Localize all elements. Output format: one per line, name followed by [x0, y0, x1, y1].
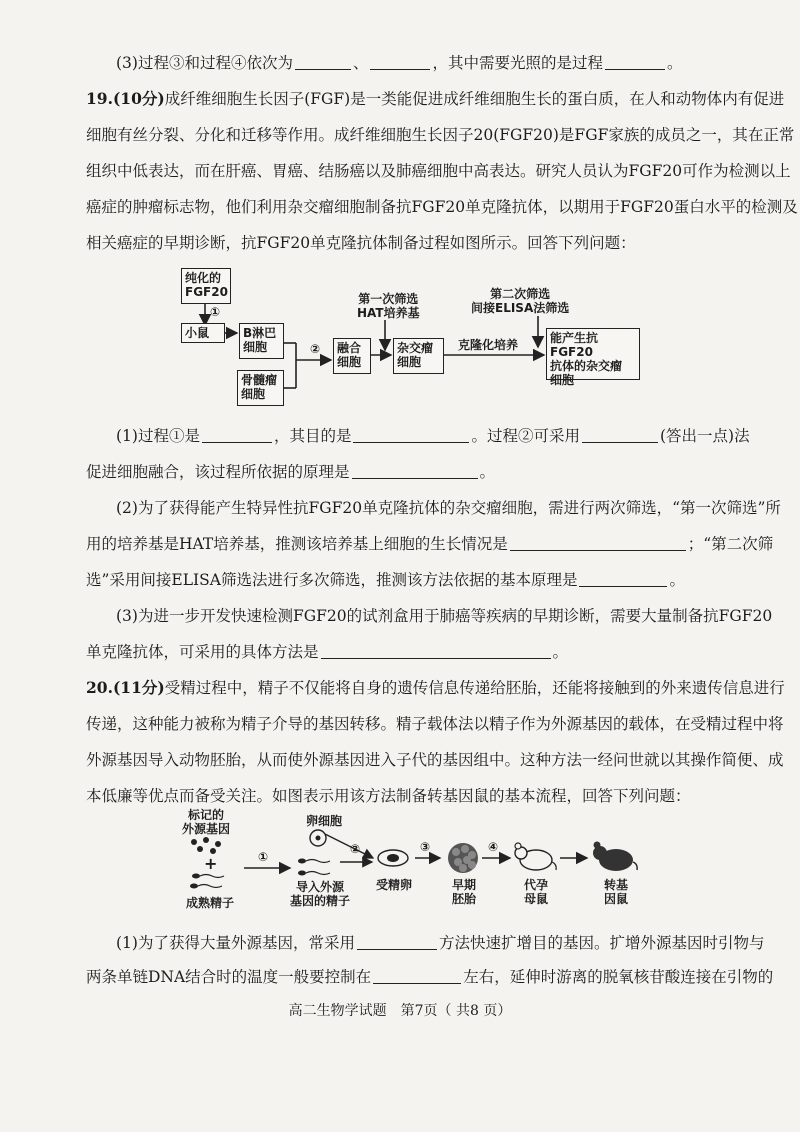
q19-part2: (2)为了获得能产生特异性抗FGF20单克隆抗体的杂交瘤细胞，需进行两次筛选，“第一次筛选”所	[116, 499, 781, 517]
answer-blank[interactable]	[579, 570, 667, 587]
q19-part1-cont: 促进细胞融合，该过程所依据的原理是 。	[86, 463, 496, 481]
q20-stem-line: 20.(11分)受精过程中，精子不仅能将自身的遗传信息传递给胚胎，还能将接触到的外来遗传信息进行	[86, 678, 785, 697]
step-1-label: ①	[210, 305, 221, 319]
step-2-label: ②	[350, 842, 361, 856]
answer-blank[interactable]	[352, 462, 478, 479]
answer-blank[interactable]	[202, 426, 272, 443]
hybridoma-box: 杂交瘤 细胞	[393, 338, 444, 374]
first-screening-label: 第一次筛选 HAT培养基	[357, 292, 420, 320]
step-1-label: ①	[258, 850, 269, 864]
q19-part3-cont: 单克隆抗体，可采用的具体方法是 。	[86, 643, 569, 661]
early-embryo-label: 早期 胚胎	[452, 878, 477, 906]
answer-blank[interactable]	[373, 967, 461, 984]
q19-stem-line: 癌症的肿瘤标志物，他们利用杂交瘤细胞制备抗FGF20单克隆抗体，以期用于FGF20蛋白水平的检测及	[86, 198, 798, 216]
q19-part2-cont: 选”采用间接ELISA筛选法进行多次筛选，推测该方法依据的基本原理是 。	[86, 571, 685, 589]
modified-sperm-icon	[296, 854, 340, 882]
mature-sperm-label: 成熟精子	[186, 896, 235, 910]
step-3-label: ③	[420, 840, 431, 854]
q20-stem-line: 本低廉等优点而备受关注。如图表示用该方法制备转基因鼠的基本流程，回答下列问题：	[86, 787, 691, 805]
b-lymphocyte-box: B淋巴 细胞	[239, 323, 284, 359]
page-footer: 高二生物学试题 第7页（ 共8 页）	[288, 1003, 512, 1019]
transgenic-mouse-label: 转基 因鼠	[604, 878, 629, 906]
q19-stem-line: 组织中低表达，而在肝癌、胃癌、结肠癌以及肺癌细胞中高表达。研究人员认为FGF20可作为检测以上	[86, 162, 791, 180]
early-embryo-icon	[446, 840, 480, 876]
answer-blank[interactable]	[353, 426, 469, 443]
labeled-gene-label: 标记的 外源基因	[182, 808, 231, 836]
q19-part3: (3)为进一步开发快速检测FGF20的试剂盒用于肺癌等疾病的早期诊断，需要大量制备抗FGF20	[116, 607, 773, 625]
egg-cell-label: 卵细胞	[306, 814, 343, 828]
q19-part1: (1)过程①是 ，其目的是 。过程②可采用 (答出一点)法	[116, 427, 750, 445]
surrogate-mouse-icon	[512, 840, 558, 874]
q19-stem-line: 19.(10分)成纤维细胞生长因子(FGF)是一类能促进成纤维细胞生长的蛋白质，在人和动物体内有促进	[86, 89, 785, 108]
answer-blank[interactable]	[357, 933, 437, 950]
answer-blank[interactable]	[321, 642, 551, 659]
transgenic-mouse-icon	[590, 840, 638, 874]
q19-part2-cont: 用的培养基是HAT培养基，推测该培养基上细胞的生长情况是 ；“第二次筛	[86, 535, 774, 553]
q19-stem-line: 相关癌症的早期诊断，抗FGF20单克隆抗体制备过程如图所示。回答下列问题：	[86, 234, 636, 252]
zygote-label: 受精卵	[376, 878, 413, 892]
purified-fgf20-box: 纯化的 FGF20	[181, 268, 231, 304]
target-hybridoma-box: 能产生抗FGF20 抗体的杂交瘤 细胞	[546, 328, 640, 380]
step-2-label: ②	[310, 342, 321, 356]
myeloma-box: 骨髓瘤 细胞	[237, 370, 284, 406]
clone-culture-label: 克隆化培养	[458, 338, 519, 352]
q20-part1-cont: 两条单链DNA结合时的温度一般要控制在 左右，延伸时游离的脱氧核苷酸连接在引物的	[86, 968, 774, 986]
q20-stem-line: 传递，这种能力被称为精子介导的基因转移。精子载体法以精子作为外源基因的载体，在受精过程中将	[86, 715, 784, 733]
q20-part1: (1)为了获得大量外源基因，常采用 方法快速扩增目的基因。扩增外源基因时引物与	[116, 934, 765, 952]
plus-sign: +	[204, 854, 218, 873]
egg-cell-icon	[308, 828, 328, 848]
fused-cell-box: 融合 细胞	[333, 338, 371, 374]
q18-part3: (3)过程③和过程④依次为 、 ，其中需要光照的是过程 。	[116, 54, 683, 72]
step-4-label: ④	[488, 840, 499, 854]
q19-stem-line: 细胞有丝分裂、分化和迁移等作用。成纤维细胞生长因子20(FGF20)是FGF家族的成员之一，其在正常	[86, 126, 795, 144]
zygote-icon	[376, 848, 410, 868]
q20-stem-line: 外源基因导入动物胚胎，从而使外源基因进入子代的基因组中。这种方法一经问世就以其操作简便、成	[86, 751, 784, 769]
surrogate-mother-label: 代孕 母鼠	[524, 878, 549, 906]
answer-blank[interactable]	[582, 426, 658, 443]
mouse-box: 小鼠	[181, 323, 225, 343]
second-screening-label: 第二次筛选 间接ELISA法筛选	[471, 287, 570, 315]
answer-blank[interactable]	[510, 534, 686, 551]
sperm-with-gene-label: 导入外源 基因的精子	[290, 880, 351, 908]
